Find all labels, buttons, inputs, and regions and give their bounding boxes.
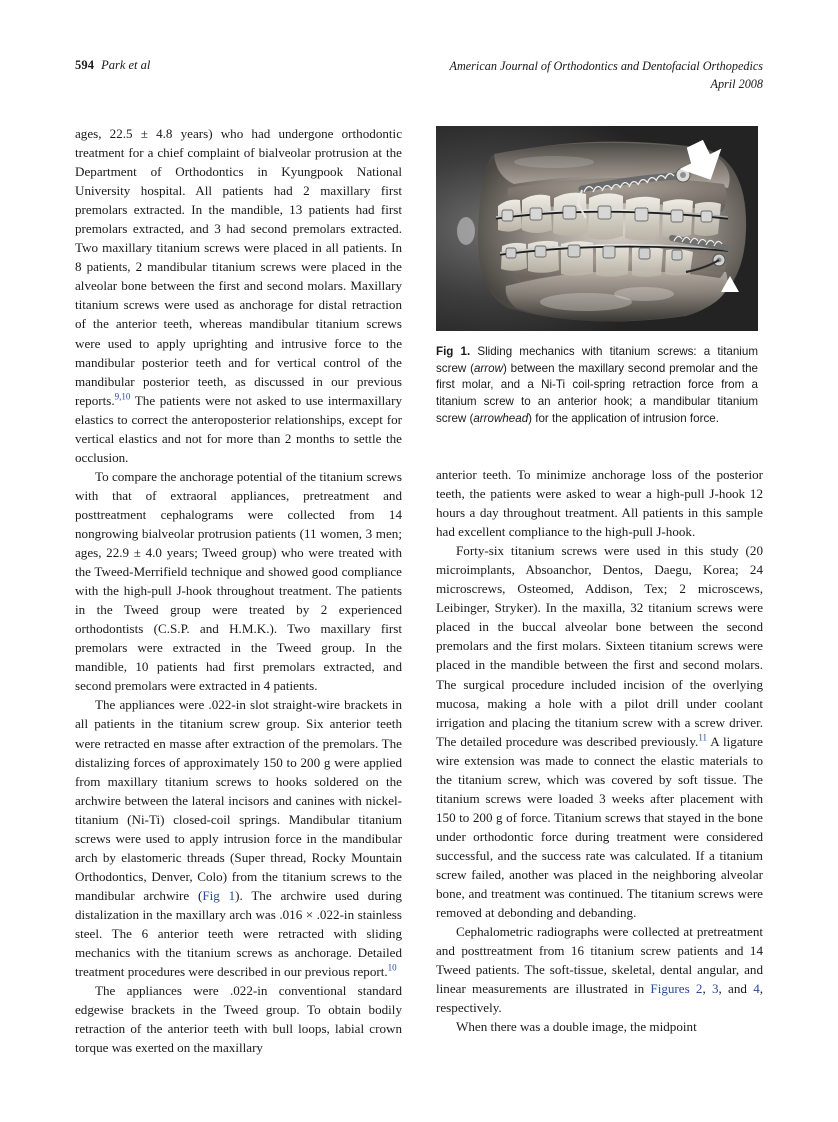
- reference-superscript[interactable]: 10: [387, 962, 397, 973]
- text-run: ,: [702, 981, 712, 997]
- text-run: , and: [718, 981, 754, 997]
- cross-reference-link[interactable]: Fig 1: [202, 887, 236, 903]
- journal-title: American Journal of Orthodontics and Dentofacial Orthopedics: [449, 59, 763, 73]
- figure-1-caption-text-3: ) for the application of intrusion force.: [528, 411, 719, 425]
- paragraph: [436, 541, 763, 922]
- text-run: To compare the anchorage potential of the titanium screws with that of extraoral appliances, pretreatment and posttreatment cephalograms were collected from 14 nongrowing bialveolar protrusion patients (11 women, 3 men; ages, 22.9 ± 4.0 years; Tweed group) who were treated with the Tweed-Merrifield technique and showed good compliance with the high-pull J-hook throughout treatment. The patients in the Tweed group were treated by 2 experienced orthodontists (C.S.P. and H.M.K.). Two maxillary first premolars were extracted in the Tweed group. In the mandible, 10 patients had first premolars extracted, and second premolars were extracted in 4 patients.: [75, 468, 402, 694]
- paragraph: [75, 124, 402, 467]
- paragraph: [436, 922, 763, 1017]
- reference-superscript[interactable]: 11: [698, 732, 707, 743]
- text-run: Cephalometric radiographs were collected at pretreatment and posttreatment from 16 titanium screw patients and 14 Tweed patients. The soft-tissue, skeletal, dental angular, and linear measurements are illustrated in: [436, 924, 763, 997]
- text-run: , respectively.: [436, 981, 764, 1016]
- text-run: Forty-six titanium screws were used in this study (20 microimplants, Absoanchor, Dentos, Daegu, Korea; 24 microscrews, Osteomed, Addison, Tex; 2 microscews, Leibinger, Stryker). In the maxilla, 32 titanium screws were placed in the buccal alveolar bone between the second premolars and the first molars. Sixteen titanium screws were placed in the mandible between the first and second molars. The surgical procedure included incision of the overlying mucosa, making a hole with a pilot drill under coolant irrigation and placing the titanium screw with a screw driver. The detailed procedure was described previously.: [436, 543, 763, 749]
- text-run: A ligature wire extension was made to connect the elastic materials to the titanium screw, which was covered by soft tissue. The titanium screws were loaded 3 weeks after placement with 150 to 200 g of force. Titanium screws that stayed in the bone under orthodontic force during treatment were considered successful, and the success rate was calculated. If a titanium screw failed, another was placed in the neighboring alveolar bone, and treatment was continued. The titanium screws were removed at debonding and debanding.: [436, 733, 763, 921]
- reference-superscript[interactable]: 9,10: [114, 391, 131, 402]
- paragraph: [436, 465, 763, 541]
- text-run: The appliances were .022-in slot straight-wire brackets in all patients in the titanium screw group. Six anterior teeth were retracted en masse after extraction of the premolars. The distalizing forces of approximately 150 to 200 g were applied from maxillary titanium screws to hooks soldered on the archwire between the lateral incisors and canines with nickel-titanium (Ni-Ti) closed-coil springs. Mandibular titanium screws were used to apply intrusion force in the mandibular arch by elastomeric threads (Super thread, Rocky Mountain Orthodontics, Denver, Colo) from the titanium screws to the mandibular archwire (: [75, 697, 402, 903]
- body-column-right: [436, 465, 763, 1036]
- running-head-authors: Park et al: [101, 58, 151, 72]
- figure-1: [436, 126, 758, 427]
- figure-1-caption-text-2: ) between the maxillary second premolar and the first molar, and a Ni-Ti coil-spring retraction force from a titanium screw to an anterior hook; a mandibular titanium screw (: [436, 361, 759, 425]
- issue-date: April 2008: [710, 76, 763, 91]
- figure-1-caption-italic-arrowhead: arrowhead: [473, 411, 529, 425]
- figure-1-photo: [436, 126, 758, 331]
- body-column-left: [75, 124, 402, 1057]
- text-run: The appliances were .022-in conventional standard edgewise brackets in the Tweed group. To obtain bodily retraction of the anterior teeth with bull loops, labial crown torque was exerted on the maxillary: [75, 983, 402, 1056]
- cross-reference-link[interactable]: Figures 2: [650, 981, 703, 997]
- running-head-left: [75, 58, 150, 73]
- cross-reference-link[interactable]: 4: [753, 981, 760, 997]
- paragraph: [75, 981, 402, 1057]
- text-run: ). The archwire used during distalization in the maxillary arch was .016 × .022-in stainless steel. The 6 anterior teeth were retracted with sliding mechanics with the titanium screws as anchorage. Detailed treatment procedures were described in our previous report.: [75, 887, 402, 980]
- text-run: ages, 22.5 ± 4.8 years) who had undergone orthodontic treatment for a chief complaint of bialveolar protrusion at the Department of Orthodontics in Kyungpook National University hospital. All patients had 2 maxillary first premolars extracted. In the mandible, 13 patients had first premolars extracted, and 3 had second premolars extracted. Two maxillary titanium screws were placed in all patients. In 8 patients, 2 mandibular titanium screws were placed in the alveolar bone between the first and second molars. Maxillary titanium screws were used as anchorage for distal retraction of the anterior teeth, whereas mandibular titanium screws were used to apply uprighting and intrusive force to the mandibular posterior teeth and for vertical control of the mandibular posterior teeth, as discussed in our previous reports.: [75, 126, 402, 408]
- paragraph: [75, 467, 402, 696]
- text-run: anterior teeth. To minimize anchorage loss of the posterior teeth, the patients were asked to wear a high-pull J-hook 12 hours a day throughout treatment. All patients in this sample had excellent compliance to the high-pull J-hook.: [436, 467, 763, 540]
- paragraph: [75, 695, 402, 981]
- figure-1-label: Fig 1.: [436, 345, 471, 358]
- cross-reference-link[interactable]: 3: [711, 981, 719, 997]
- text-run: The patients were not asked to use intermaxillary elastics to correct the anteroposterior relationships, except for vertical elastics and not for more than 2 months to settle the occlusion.: [75, 392, 402, 465]
- figure-1-caption: [436, 344, 758, 427]
- running-head-right: [450, 58, 763, 93]
- running-head: [75, 58, 763, 93]
- page-number: 594: [75, 58, 95, 72]
- paragraph: [436, 1017, 763, 1036]
- figure-1-caption-text-1: Sliding mechanics with titanium screws: a titanium screw (: [436, 345, 758, 375]
- text-run: When there was a double image, the midpoint: [456, 1019, 697, 1035]
- figure-1-caption-italic-arrow: arrow: [473, 361, 503, 375]
